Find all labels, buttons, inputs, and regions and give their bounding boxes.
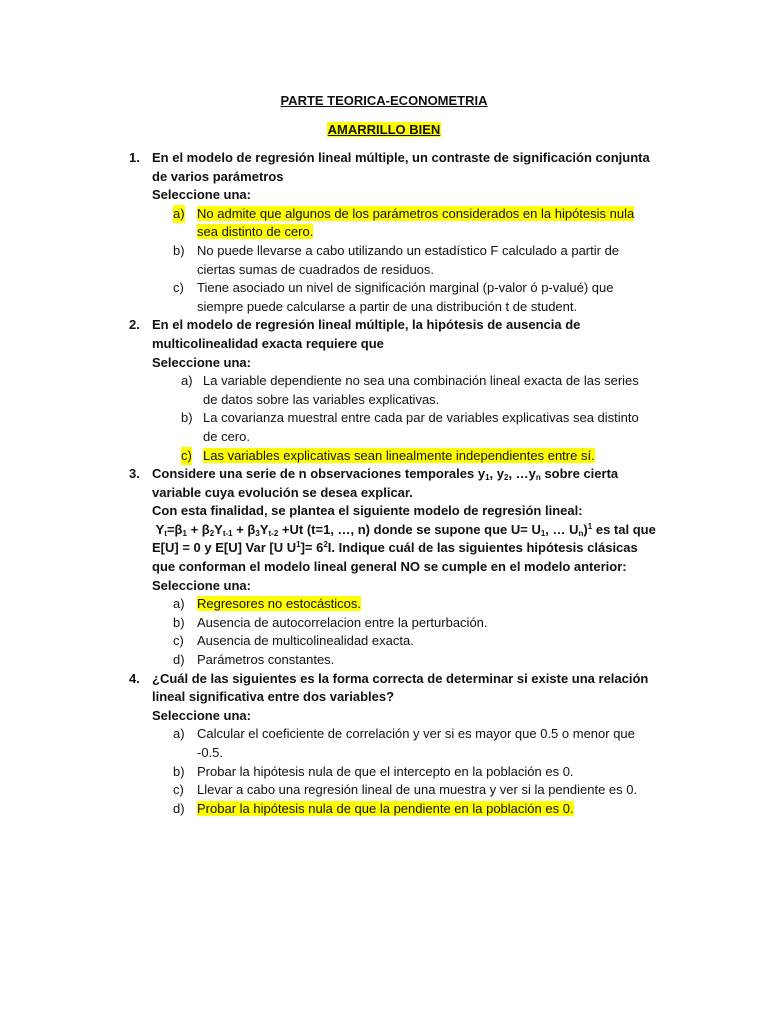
option-text: Las variables explicativas sean linealmente independientes entre sí.	[203, 447, 595, 463]
option-label: c)	[173, 782, 184, 798]
option-d	[152, 651, 656, 670]
option-b	[152, 763, 656, 782]
option-b	[152, 614, 656, 633]
select-label: Seleccione una:	[152, 187, 251, 203]
question-text: En el modelo de regresión lineal múltiple, la hipótesis de ausencia de multicolinealidad exacta requiere que	[152, 317, 581, 351]
option-a	[152, 725, 656, 762]
question-number: 2.	[129, 317, 140, 333]
option-c	[152, 279, 656, 316]
options-list	[152, 372, 656, 465]
document-subtitle	[0, 121, 768, 140]
option-label: c)	[181, 447, 192, 466]
question-text-part: Considere una serie de n observaciones temporales y	[152, 466, 486, 482]
question-text-part: I. Indique cuál de las siguientes hipótesis clásicas que conforman el modelo lineal general NO se cumple en el modelo anterior:	[152, 540, 638, 575]
question-text-part: es tal que E[U] = 0 y E[U] Var [U U	[152, 521, 656, 556]
option-text: Llevar a cabo una regresión lineal de una muestra y ver si la pendiente es 0.	[197, 782, 638, 798]
model-equation: $Y_t=\beta_1 + \beta_2Y_{t-1} + \beta_3Y_{t-2} +Ut$ (t=1, …, n) donde se supone que $U= U_1$, … $U_n)^1$ es tal que E[U] = 0 y E[U] Var [U $U^1]= 6^2I$. Indique cuál de las siguientes hipótesis clásicas que conforman el modelo lineal general NO se cumple en el modelo anterior:	[152, 521, 656, 575]
option-text: Ausencia de multicolinealidad exacta.	[197, 633, 414, 649]
options-list	[152, 725, 656, 818]
option-text: La variable dependiente no sea una combinación lineal exacta de las series de datos sobre las variables explicativas.	[203, 373, 639, 407]
option-label: a)	[173, 596, 185, 612]
option-text: Tiene asociado un nivel de significación marginal (p-valor ó p-valué) que siempre puede calcularse a partir de una distribución t de student.	[197, 280, 614, 314]
option-label: d)	[173, 652, 185, 668]
option-label: c)	[173, 633, 184, 649]
subtitle-highlight: AMARRILLO BIEN	[327, 122, 441, 137]
option-b	[152, 242, 656, 279]
question-text-intro: Con esta finalidad, se plantea el siguiente modelo de regresión lineal:	[152, 503, 583, 519]
option-d	[152, 800, 656, 819]
option-text: Parámetros constantes.	[197, 652, 335, 668]
option-label: a)	[173, 726, 185, 742]
document-title: PARTE TEORICA-ECONOMETRIA	[280, 93, 488, 108]
option-label: d)	[173, 800, 185, 816]
option-text: Regresores no estocásticos.	[197, 596, 362, 612]
option-text: Ausencia de autocorrelacion entre la perturbación.	[197, 614, 488, 630]
question-text-part: sobre cierta variable cuya evolución se desea explicar.	[152, 466, 619, 500]
option-a	[152, 595, 656, 614]
options-list	[152, 205, 656, 317]
option-label: b)	[181, 410, 193, 426]
option-c	[152, 632, 656, 651]
option-c	[152, 781, 656, 800]
select-label: Seleccione una:	[152, 577, 251, 593]
question-number: 1.	[129, 150, 140, 165]
select-label: Seleccione una:	[152, 354, 251, 370]
select-label: Seleccione una:	[152, 707, 251, 723]
option-text: Probar la hipótesis nula de que el intercepto en la población es 0.	[197, 763, 574, 779]
option-label: b)	[173, 242, 185, 258]
questions-list	[0, 149, 768, 818]
question-2	[0, 316, 768, 465]
question-text-part: ]= 6	[300, 540, 324, 556]
question-text: En el modelo de regresión lineal múltiple, un contraste de significación conjunta de varios parámetros	[152, 150, 650, 184]
option-text: La covarianza muestral entre cada par de variables explicativas sea distinto de cero.	[203, 410, 639, 444]
option-label: b)	[173, 614, 185, 630]
question-text: Considere una serie de n observaciones temporales $y_1$, $y_2$, $\dots y_n$ sobre cierta variable cuya evolución se desea explicar.	[152, 466, 619, 500]
question-4	[0, 670, 768, 819]
question-text-part: (t=1, …, n) donde se supone que U= U	[306, 521, 541, 537]
option-label: a)	[173, 205, 185, 224]
question-text: ¿Cuál de las siguientes es la forma correcta de determinar si existe una relación lineal significativa entre dos variables?	[152, 670, 649, 705]
option-text: No admite que algunos de los parámetros considerados en la hipótesis nula sea distinto de cero.	[197, 205, 635, 240]
question-1	[0, 149, 768, 316]
options-list	[152, 595, 656, 669]
option-b	[152, 409, 656, 446]
option-text: Probar la hipótesis nula de que la pendiente en la población es 0.	[197, 800, 574, 816]
option-label: c)	[173, 280, 184, 296]
question-number: 4.	[129, 670, 140, 686]
question-3	[0, 465, 768, 670]
option-label: a)	[181, 373, 193, 389]
option-c	[152, 447, 656, 466]
option-text: Calcular el coeficiente de correlación y ver si es mayor que 0.5 o menor que -0.5.	[197, 726, 635, 760]
option-a	[152, 205, 656, 242]
option-label: b)	[173, 763, 185, 779]
question-number: 3.	[129, 466, 140, 482]
option-text: No puede llevarse a cabo utilizando un estadístico F calculado a partir de ciertas sumas de cuadrados de residuos.	[197, 242, 620, 277]
option-a	[152, 372, 656, 409]
